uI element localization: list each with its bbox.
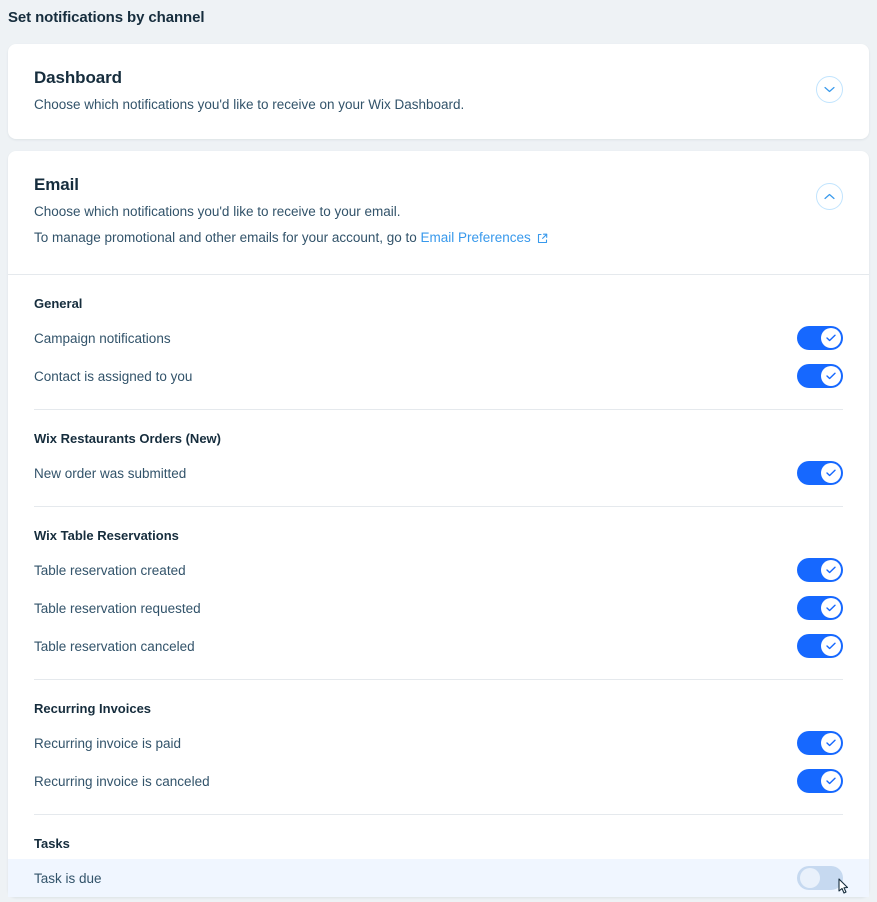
- check-icon: [821, 733, 841, 753]
- notification-row-label: Table reservation requested: [34, 600, 201, 616]
- notification-group: [34, 815, 843, 897]
- notification-row-label: Task is due: [34, 870, 102, 886]
- notification-row: [34, 357, 843, 395]
- email-card-title: Email: [34, 175, 79, 194]
- notification-toggle[interactable]: [797, 461, 843, 485]
- notification-group-title: Wix Restaurants Orders (New): [34, 431, 221, 446]
- notification-toggle[interactable]: [797, 634, 843, 658]
- notification-row: [34, 589, 843, 627]
- notification-row: [34, 762, 843, 800]
- dashboard-card-title: Dashboard: [34, 68, 122, 87]
- notification-row: [34, 724, 843, 762]
- notification-row: [34, 627, 843, 665]
- email-card-subtitle-line1: Choose which notifications you'd like to receive to your email.: [34, 204, 401, 219]
- notification-toggle[interactable]: [797, 731, 843, 755]
- notification-row-label: Recurring invoice is canceled: [34, 773, 210, 789]
- notification-toggle[interactable]: [797, 558, 843, 582]
- notification-group-title: Recurring Invoices: [34, 701, 152, 716]
- notification-toggle[interactable]: [797, 866, 843, 890]
- notification-group-title: Tasks: [34, 836, 70, 851]
- notification-toggle[interactable]: [797, 326, 843, 350]
- email-card-subtitle: [34, 202, 816, 250]
- dashboard-notifications-card: [8, 44, 869, 139]
- chevron-down-icon: [824, 86, 835, 93]
- external-link-icon: [537, 230, 548, 250]
- email-notifications-card: [8, 151, 869, 897]
- notification-row: [34, 551, 843, 589]
- notification-row-label: Contact is assigned to you: [34, 368, 193, 384]
- notification-group-title: Wix Table Reservations: [34, 528, 179, 543]
- email-card-subtitle-line2: [34, 228, 816, 250]
- toggle-knob: [800, 868, 820, 888]
- dashboard-card-header: [8, 44, 869, 139]
- check-icon: [821, 560, 841, 580]
- notification-row-label: Campaign notifications: [34, 330, 171, 346]
- notification-row-label: Table reservation created: [34, 562, 186, 578]
- notification-group: [34, 410, 843, 507]
- check-icon: [821, 598, 841, 618]
- notification-row: [34, 319, 843, 357]
- dashboard-expand-button[interactable]: [816, 76, 843, 103]
- email-collapse-button[interactable]: [816, 183, 843, 210]
- notification-toggle[interactable]: [797, 596, 843, 620]
- notification-group: [34, 680, 843, 815]
- email-card-header: [8, 151, 869, 274]
- notification-group: [34, 275, 843, 410]
- check-icon: [821, 771, 841, 791]
- notification-row: [8, 859, 869, 897]
- email-preferences-link[interactable]: Email Preferences: [420, 230, 531, 245]
- notification-toggle[interactable]: [797, 364, 843, 388]
- chevron-up-icon: [824, 193, 835, 200]
- email-notification-groups: [8, 275, 869, 897]
- notification-toggle[interactable]: [797, 769, 843, 793]
- notification-row: [34, 454, 843, 492]
- check-icon: [821, 463, 841, 483]
- notification-group: [34, 507, 843, 680]
- email-preferences-prefix: To manage promotional and other emails for your account, go to: [34, 230, 421, 245]
- check-icon: [821, 636, 841, 656]
- notification-row-label: New order was submitted: [34, 465, 187, 481]
- notification-group-title: General: [34, 296, 83, 311]
- notification-row-label: Recurring invoice is paid: [34, 735, 182, 751]
- check-icon: [821, 366, 841, 386]
- check-icon: [821, 328, 841, 348]
- dashboard-card-subtitle: Choose which notifications you'd like to receive on your Wix Dashboard.: [34, 97, 465, 112]
- notification-row-label: Table reservation canceled: [34, 638, 195, 654]
- page-title: Set notifications by channel: [8, 9, 205, 26]
